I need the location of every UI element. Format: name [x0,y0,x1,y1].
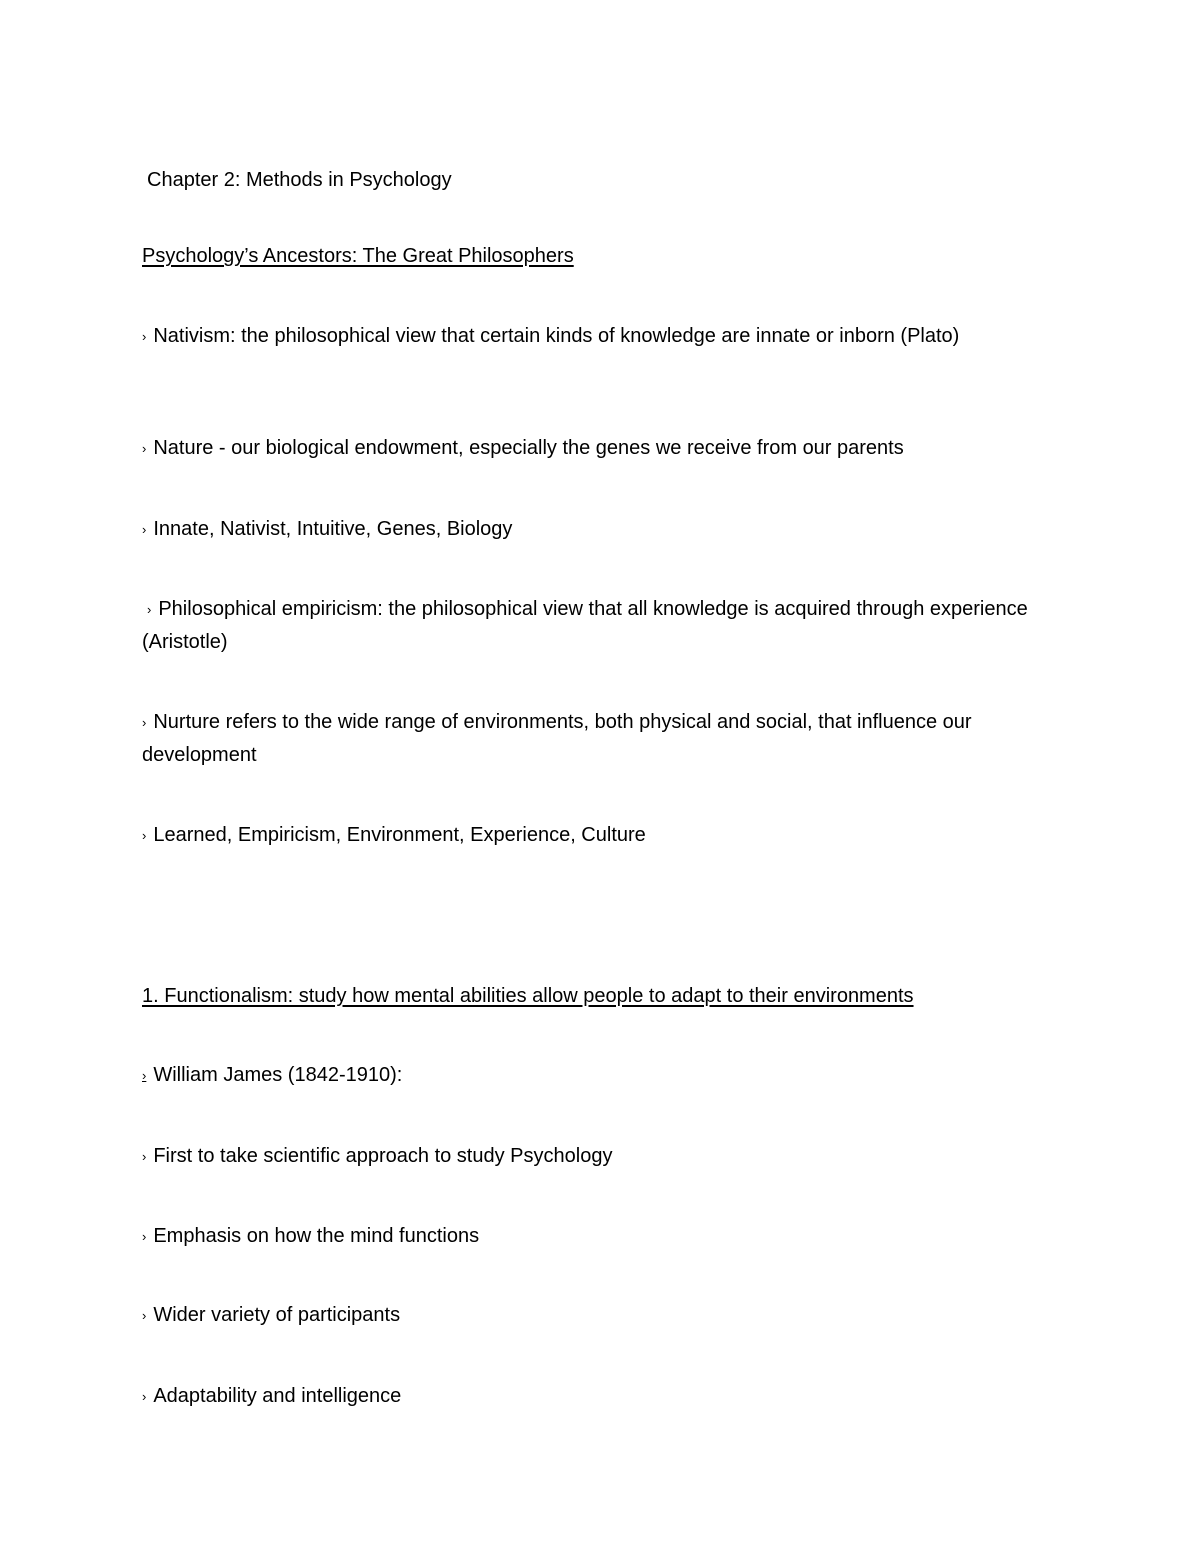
bullet-icon: › [142,715,147,730]
bullet-item-nature [142,432,1042,465]
bullet-text: Nurture refers to the wide range of environments, both physical and social, that influence our development [142,711,972,766]
bullet-icon: › [147,602,152,617]
bullet-text: Nature - our biological endowment, especially the genes we receive from our parents [153,437,904,459]
bullet-text: Emphasis on how the mind functions [153,1225,480,1247]
bullet-icon: › [142,522,147,537]
bullet-item-participants [142,1299,1042,1332]
bullet-text: Innate, Nativist, Intuitive, Genes, Biology [153,518,513,540]
bullet-icon: › [142,828,147,843]
section-heading-functionalism: 1. Functionalism: study how mental abilities allow people to adapt to their environments [142,985,914,1007]
bullet-text: Wider variety of participants [153,1304,401,1326]
bullet-item-innate-keywords [142,513,1042,546]
bullet-item-nurture [142,706,1042,771]
bullet-text: Learned, Empiricism, Environment, Experience, Culture [153,824,646,846]
bullet-icon: › [142,1389,147,1404]
bullet-item-scientific-approach [142,1140,1042,1173]
bullet-icon: › [142,329,147,344]
bullet-item-nativism [142,320,1042,353]
section-heading-philosophers: Psychology’s Ancestors: The Great Philosophers [142,245,574,267]
bullet-icon: › [142,1068,147,1083]
bullet-icon: › [142,1149,147,1164]
bullet-icon: › [142,441,147,456]
bullet-icon: › [142,1308,147,1323]
bullet-item-empiricism [142,593,1042,658]
bullet-text: Philosophical empiricism: the philosophical view that all knowledge is acquired through experience (Aristotle) [142,598,1028,653]
bullet-item-learned-keywords [142,819,1042,852]
bullet-text: Nativism: the philosophical view that certain kinds of knowledge are innate or inborn (Plato) [153,325,960,347]
bullet-text: William James (1842-1910): [153,1064,403,1086]
bullet-text: First to take scientific approach to study Psychology [153,1145,613,1167]
bullet-text: Adaptability and intelligence [153,1385,402,1407]
bullet-item-mind-functions [142,1220,1042,1253]
bullet-item-william-james [142,1059,1042,1092]
page-title: Chapter 2: Methods in Psychology [147,169,452,191]
bullet-item-adaptability [142,1380,1042,1413]
bullet-icon: › [142,1229,147,1244]
